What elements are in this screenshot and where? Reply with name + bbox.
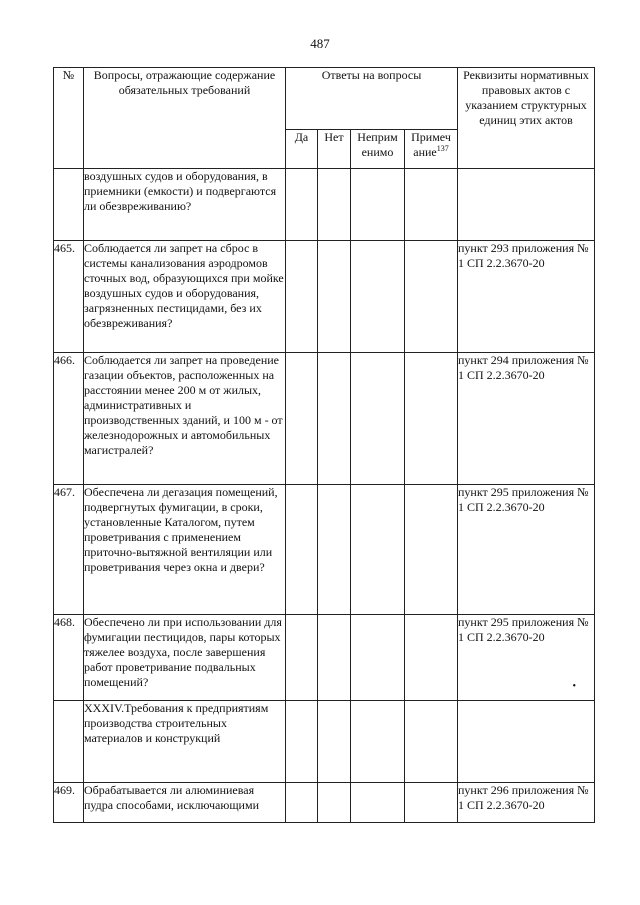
answer-no-cell[interactable] [318, 241, 351, 353]
header-note-footnote: 137 [436, 144, 449, 153]
answer-yes-cell [286, 701, 318, 783]
row-requisites [458, 169, 595, 241]
answer-no-cell[interactable] [318, 615, 351, 701]
answer-yes-cell[interactable] [286, 353, 318, 485]
table-row [54, 241, 595, 353]
row-num: 467. [54, 485, 84, 615]
table-row [54, 783, 595, 823]
row-requisites: пункт 296 приложения № 1 СП 2.2.3670-20 [458, 783, 595, 823]
row-question: Соблюдается ли запрет на сброс в системы канализования аэродромов сточных вод, образующихся при мойке воздушных судов и оборудования, загрязненных пестицидами, без их обезвреживания? [84, 241, 286, 353]
header-answers: Ответы на вопросы [286, 68, 458, 130]
row-question: Соблюдается ли запрет на проведение газации объектов, расположенных на расстоянии менее 200 м от жилых, административных и производственных зданий, и 100 м - от железнодорожных и автомобильных магистралей? [84, 353, 286, 485]
answer-yes-cell[interactable] [286, 783, 318, 823]
row-question: Обрабатывается ли алюминиевая пудра способами, исключающими [84, 783, 286, 823]
answer-note-cell[interactable] [405, 241, 458, 353]
answer-no-cell [318, 701, 351, 783]
header-note [405, 130, 458, 169]
row-requisites-cell [458, 615, 595, 701]
row-num: 469. [54, 783, 84, 823]
answer-no-cell[interactable] [318, 169, 351, 241]
section-row [54, 701, 595, 783]
answer-note-cell[interactable] [405, 615, 458, 701]
row-requisites: пункт 294 приложения № 1 СП 2.2.3670-20 [458, 353, 595, 485]
row-num [54, 169, 84, 241]
row-num [54, 701, 84, 783]
answer-not-applicable-cell[interactable] [351, 615, 405, 701]
table-row [54, 353, 595, 485]
header-no: Нет [318, 130, 351, 169]
row-question: воздушных судов и оборудования, в приемники (емкости) и подвергаются ли обезвреживанию? [84, 169, 286, 241]
page-number: 487 [310, 36, 330, 51]
row-question: Обеспечено ли при использовании для фумигации пестицидов, пары которых тяжелее воздуха, после завершения работ проветривание подвальных помещений? [84, 615, 286, 701]
answer-no-cell[interactable] [318, 485, 351, 615]
row-requisites [458, 701, 595, 783]
answer-yes-cell[interactable] [286, 615, 318, 701]
header-num: № [54, 68, 84, 169]
answer-yes-cell[interactable] [286, 485, 318, 615]
answer-yes-cell[interactable] [286, 169, 318, 241]
answer-note-cell[interactable] [405, 353, 458, 485]
answer-not-applicable-cell[interactable] [351, 169, 405, 241]
header-question: Вопросы, отражающие содержание обязательных требований [84, 68, 286, 169]
answer-note-cell[interactable] [405, 169, 458, 241]
row-requisites: пункт 293 приложения № 1 СП 2.2.3670-20 [458, 241, 595, 353]
answer-yes-cell[interactable] [286, 241, 318, 353]
row-requisites: пункт 295 приложения № 1 СП 2.2.3670-20 [458, 485, 595, 615]
answer-note-cell[interactable] [405, 783, 458, 823]
answer-not-applicable-cell[interactable] [351, 485, 405, 615]
header-yes: Да [286, 130, 318, 169]
row-question: Обеспечена ли дегазация помещений, подвергнутых фумигации, в сроки, установленные Каталогом, путем проветривания с применением приточно-вытяжной вентиляции или проветривания через окна и двери? [84, 485, 286, 615]
answer-no-cell[interactable] [318, 783, 351, 823]
answer-note-cell[interactable] [405, 485, 458, 615]
table-row [54, 485, 595, 615]
header-row [54, 68, 595, 130]
answer-not-applicable-cell[interactable] [351, 241, 405, 353]
header-requisites: Реквизиты нормативных правовых актов с указанием структурных единиц этих актов [458, 68, 595, 169]
answer-not-applicable-cell [351, 701, 405, 783]
row-requisites: пункт 295 приложения № 1 СП 2.2.3670-20 [458, 615, 589, 644]
requirements-table [53, 67, 595, 823]
answer-no-cell[interactable] [318, 353, 351, 485]
table-row [54, 615, 595, 701]
row-num: 466. [54, 353, 84, 485]
row-num: 468. [54, 615, 84, 701]
answer-not-applicable-cell[interactable] [351, 353, 405, 485]
header-note-label: Примеч ание [411, 130, 451, 159]
header-not-applicable: Неприм енимо [351, 130, 405, 169]
scan-dot: • [572, 681, 576, 692]
answer-not-applicable-cell[interactable] [351, 783, 405, 823]
row-num: 465. [54, 241, 84, 353]
section-title: XXXIV.Требования к предприятиям производства строительных материалов и конструкций [84, 701, 286, 783]
table-row [54, 169, 595, 241]
answer-note-cell [405, 701, 458, 783]
